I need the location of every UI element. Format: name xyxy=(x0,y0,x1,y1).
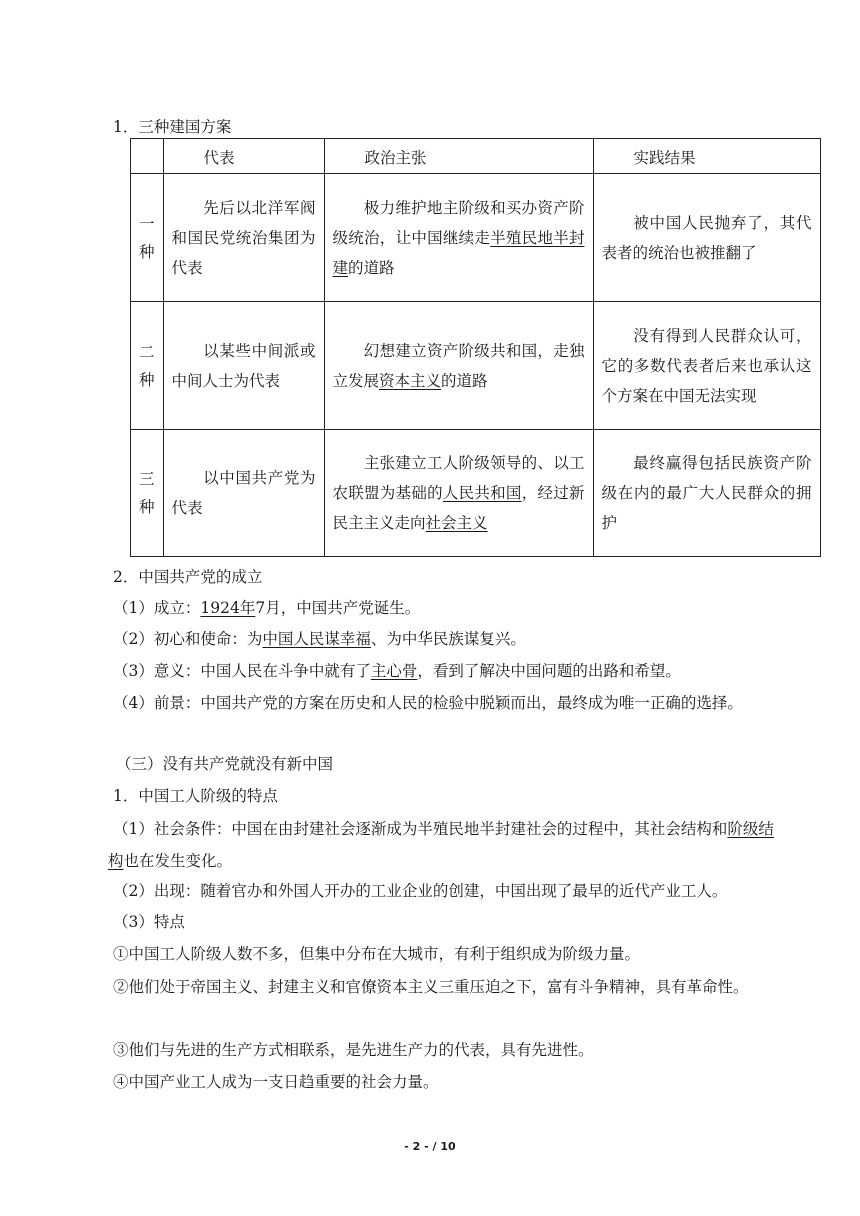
result-cell: 没有得到人民群众认可，它的多数代表者后来也承认这个方案在中国无法实现 xyxy=(593,302,820,430)
header-cell-representative: 代表 xyxy=(163,139,324,174)
feature-point: ④中国产业工人成为一支日趋重要的社会力量。 xyxy=(113,1073,439,1091)
table-header-row xyxy=(131,139,821,174)
section-heading-plans: 1．三种建国方案 xyxy=(113,118,232,136)
emergence-paragraph: （2）出现：随着官办和外国人开办的工业企业的创建，中国出现了最早的近代产业工人。 xyxy=(113,882,728,900)
table-row xyxy=(131,430,821,557)
feature-point: ②他们处于帝国主义、封建主义和官僚资本主义三重压迫之下，富有斗争精神，具有革命性。 xyxy=(113,978,749,996)
founding-item: （1）成立：1924年7月，中国共产党诞生。 xyxy=(113,599,421,617)
representative-cell: 以中国共产党为代表 xyxy=(163,430,324,557)
sub-heading-working-class: 1．中国工人阶级的特点 xyxy=(113,787,278,805)
features-heading: （3）特点 xyxy=(113,913,185,931)
row-label: 二种 xyxy=(131,302,164,430)
founding-item: （3）意义：中国人民在斗争中就有了主心骨，看到了解决中国问题的出路和希望。 xyxy=(113,662,681,680)
header-cell-result: 实践结果 xyxy=(593,139,820,174)
plans-table xyxy=(130,138,821,557)
table-row xyxy=(131,174,821,302)
row-label: 三种 xyxy=(131,430,164,557)
claim-cell: 幻想建立资产阶级共和国，走独立发展资本主义的道路 xyxy=(324,302,593,430)
founding-item: （2）初心和使命：为中国人民谋幸福、为中华民族谋复兴。 xyxy=(113,630,526,648)
header-cell-empty xyxy=(131,139,164,174)
result-cell: 被中国人民抛弃了，其代表者的统治也被推翻了 xyxy=(593,174,820,302)
claim-cell: 主张建立工人阶级领导的、以工农联盟为基础的人民共和国，经过新民主主义走向社会主义 xyxy=(324,430,593,557)
founding-item-prospect: （4）前景：中国共产党的方案在历史和人民的检验中脱颖而出，最终成为唯一正确的选择。 xyxy=(113,694,743,712)
section-heading-no-party-no-china: （三）没有共产党就没有新中国 xyxy=(116,755,334,773)
representative-cell: 先后以北洋军阀和国民党统治集团为代表 xyxy=(163,174,324,302)
section-heading-founding: 2．中国共产党的成立 xyxy=(113,568,263,586)
social-conditions-paragraph: （1）社会条件：中国在由封建社会逐渐成为半殖民地半封建社会的过程中，其社会结构和阶级结构也在发生变化。 xyxy=(108,820,774,870)
page-number: - 2 - / 10 xyxy=(404,1140,456,1153)
row-label: 一种 xyxy=(131,174,164,302)
claim-cell: 极力维护地主阶级和买办资产阶级统治，让中国继续走半殖民地半封建的道路 xyxy=(324,174,593,302)
feature-point: ①中国工人阶级人数不多，但集中分布在大城市，有利于组织成为阶级力量。 xyxy=(113,945,641,963)
representative-cell: 以某些中间派或中间人士为代表 xyxy=(163,302,324,430)
result-cell: 最终赢得包括民族资产阶级在内的最广大人民群众的拥护 xyxy=(593,430,820,557)
header-cell-claim: 政治主张 xyxy=(324,139,593,174)
feature-point: ③他们与先进的生产方式相联系，是先进生产力的代表，具有先进性。 xyxy=(113,1041,594,1059)
table-row xyxy=(131,302,821,430)
